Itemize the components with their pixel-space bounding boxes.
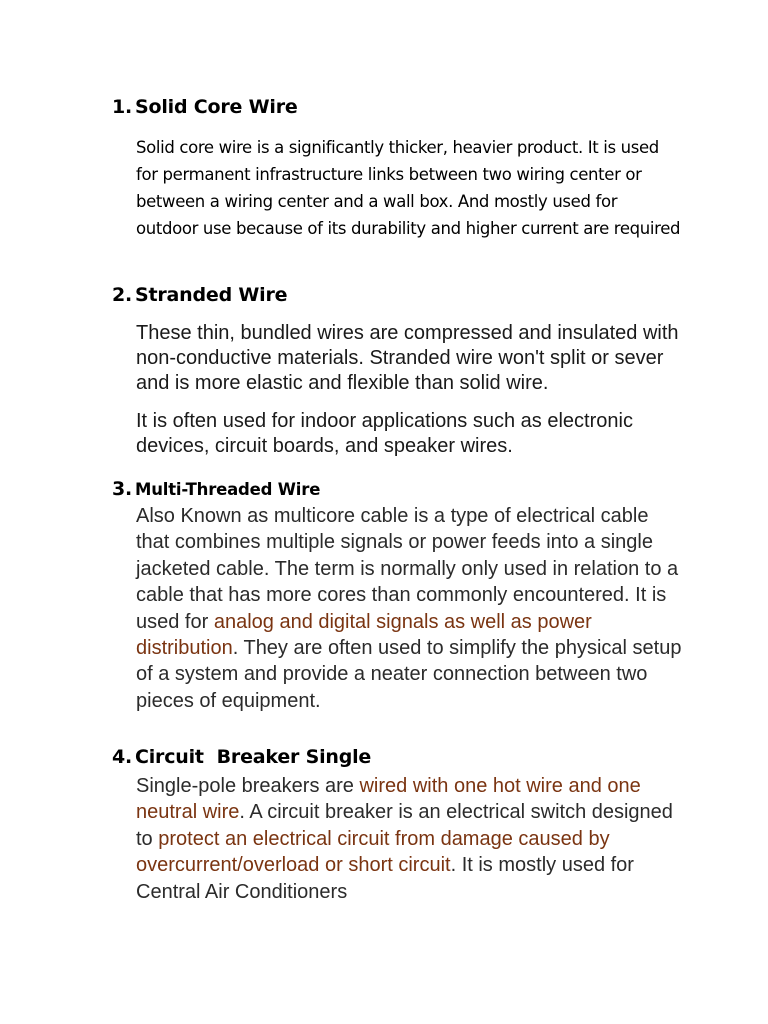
item-4-title: Circuit Breaker Single	[135, 746, 372, 768]
item-1-title: Solid Core Wire	[135, 96, 298, 118]
item-3-text-1: Also Known as multicore cable is a type of electrical cable that combines multiple signals or power feeds into a single jacketed cable. The term is normally only used in relation to a cable that has more cores than commonly encountered. It is used for	[136, 505, 679, 633]
item-4-highlight-1: wired with one hot wire and one neutral wire	[136, 775, 641, 824]
item-3-title: Multi-Threaded Wire	[135, 480, 321, 499]
item-3-paragraph	[136, 503, 686, 714]
item-4-text-2: . A circuit breaker is an electrical switch designed to	[136, 801, 673, 850]
item-1-paragraph: Solid core wire is a significantly thicker, heavier product. It is used for permanent infrastructure links between two wiring center or between a wiring center and a wall box. And mostly used for outdoor use because of its durability and higher current are required	[136, 138, 681, 238]
item-3-heading	[112, 477, 320, 502]
item-2-number: 2.	[112, 284, 133, 306]
item-4-paragraph	[136, 773, 686, 905]
item-4-highlight-2: protect an electrical circuit from damage caused by overcurrent/overload or short circuit	[136, 827, 610, 877]
item-4-text-1: Single-pole breakers are	[136, 775, 360, 797]
item-4-number: 4.	[112, 746, 133, 768]
item-3-number: 3.	[112, 478, 133, 500]
item-2-paragraph-1: These thin, bundled wires are compressed and insulated with non-conductive materials. Stranded wire won't split or sever and is more elastic and flexible than solid wire.	[136, 322, 679, 394]
item-1-heading	[112, 95, 298, 119]
item-2-paragraph-2: It is often used for indoor applications such as electronic devices, circuit boards, and speaker wires.	[136, 410, 633, 457]
item-2-heading	[112, 283, 287, 307]
item-4-heading	[112, 745, 371, 769]
item-4-text-3: . It is mostly used for Central Air Conditioners	[136, 854, 634, 903]
item-1-number: 1.	[112, 96, 133, 118]
item-3-highlight-1: analog and digital signals as well as power distribution	[136, 610, 592, 660]
item-3-text-2: . They are often used to simplify the physical setup of a system and provide a neater connection between two pieces of equipment.	[136, 637, 682, 712]
item-2-title: Stranded Wire	[135, 284, 288, 306]
